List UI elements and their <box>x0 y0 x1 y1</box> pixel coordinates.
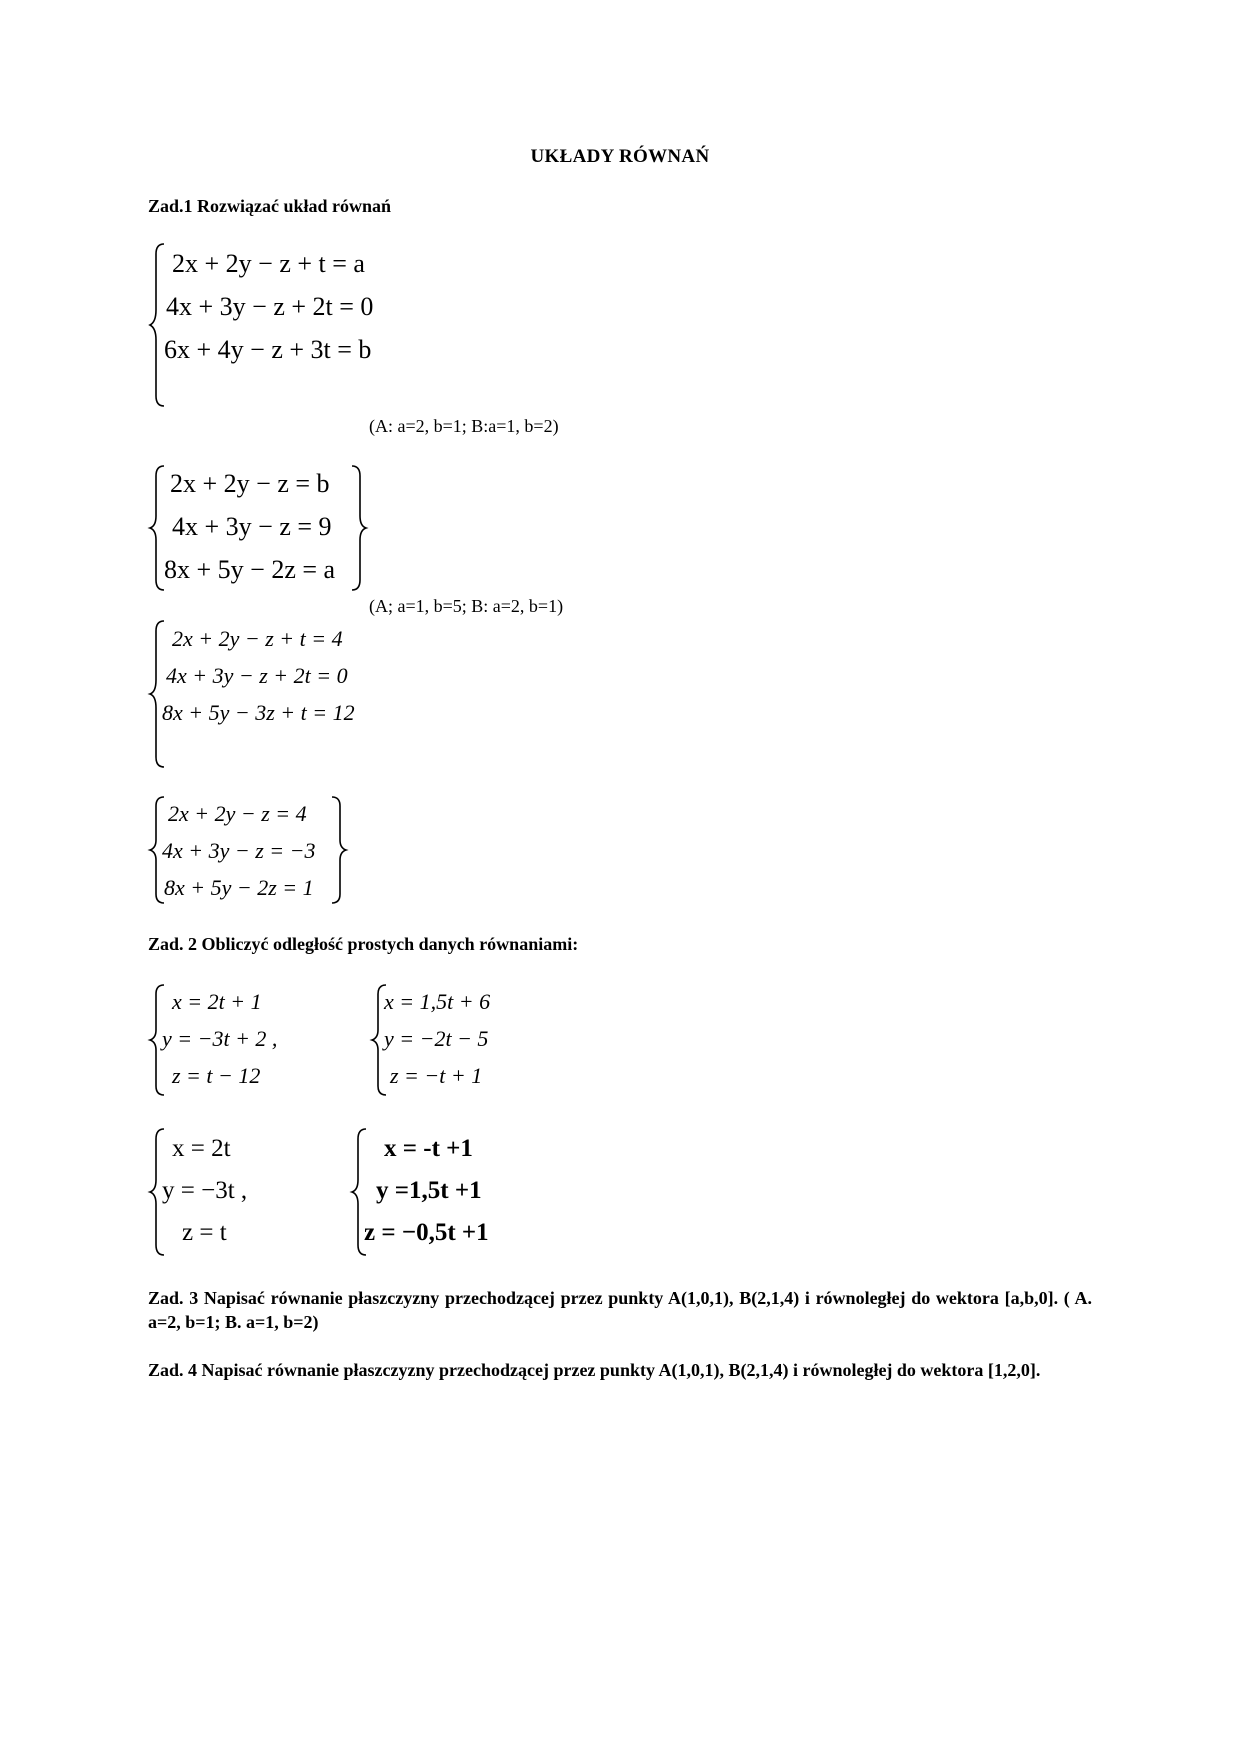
line-c-eq-z: z = t <box>182 1219 227 1246</box>
line-b-system <box>372 982 572 1098</box>
zad1-heading: Zad.1 Rozwiązać układ równań <box>148 196 392 216</box>
system-4-eq-2: 4x + 3y − z = −3 <box>162 838 316 863</box>
line-b-eq-x: x = 1,5t + 6 <box>384 989 491 1014</box>
system-2-eq-1: 2x + 2y − z = b <box>170 469 330 498</box>
line-b-eq-y: y = −2t − 5 <box>384 1026 489 1051</box>
zad4-text: Zad. 4 Napisać równanie płaszczyzny przechodzącej przez punkty A(1,0,1), B(2,1,4) i równoległej do wektora [1,2,0]. <box>148 1360 1041 1380</box>
line-c-eq-y: y = −3t , <box>162 1177 248 1204</box>
line-d-eq-z: z = −0,5t +1 <box>364 1219 489 1246</box>
line-a-eq-z: z = t − 12 <box>172 1063 261 1088</box>
system-2-eq-3: 8x + 5y − 2z = a <box>164 555 336 584</box>
system-3-eq-1: 2x + 2y − z + t = 4 <box>172 626 343 651</box>
system-3 <box>150 618 410 770</box>
line-c-system <box>150 1126 350 1258</box>
line-a-system <box>150 982 350 1098</box>
system-1-eq-1: 2x + 2y − z + t = a <box>172 249 365 278</box>
system-4-eq-1: 2x + 2y − z = 4 <box>168 801 307 826</box>
line-b-eq-z: z = −t + 1 <box>390 1063 483 1088</box>
zad2-heading: Zad. 2 Obliczyć odległość prostych danych równaniami: <box>148 934 579 954</box>
system-4-eq-3: 8x + 5y − 2z = 1 <box>164 875 314 900</box>
line-a-eq-y: y = −3t + 2 , <box>162 1026 278 1051</box>
page-title: UKŁADY RÓWNAŃ <box>530 146 710 167</box>
system-2 <box>150 462 370 592</box>
system-3-eq-2: 4x + 3y − z + 2t = 0 <box>166 663 348 688</box>
system-2-params: (A; a=1, b=5; B: a=2, b=1) <box>369 596 564 616</box>
system-4 <box>150 794 350 906</box>
line-a-eq-x: x = 2t + 1 <box>172 989 262 1014</box>
system-3-eq-3: 8x + 5y − 3z + t = 12 <box>162 700 355 725</box>
line-c-eq-x: x = 2t <box>172 1135 231 1162</box>
system-2-eq-2: 4x + 3y − z = 9 <box>172 512 332 541</box>
line-d-eq-y: y =1,5t +1 <box>376 1177 482 1204</box>
line-d-eq-x: x = -t +1 <box>384 1135 473 1162</box>
line-d-system <box>352 1126 572 1258</box>
system-1-params: (A: a=2, b=1; B:a=1, b=2) <box>369 416 559 436</box>
system-1 <box>150 240 450 410</box>
zad3-text: Zad. 3 Napisać równanie płaszczyzny przechodzącej przez punkty A(1,0,1), B(2,1,4) i równoległej do wektora [a,b,0]. ( A. a=2, b=1; B. a=1, b=2) <box>148 1288 1092 1332</box>
system-1-eq-2: 4x + 3y − z + 2t = 0 <box>166 292 374 321</box>
system-1-eq-3: 6x + 4y − z + 3t = b <box>164 335 372 364</box>
